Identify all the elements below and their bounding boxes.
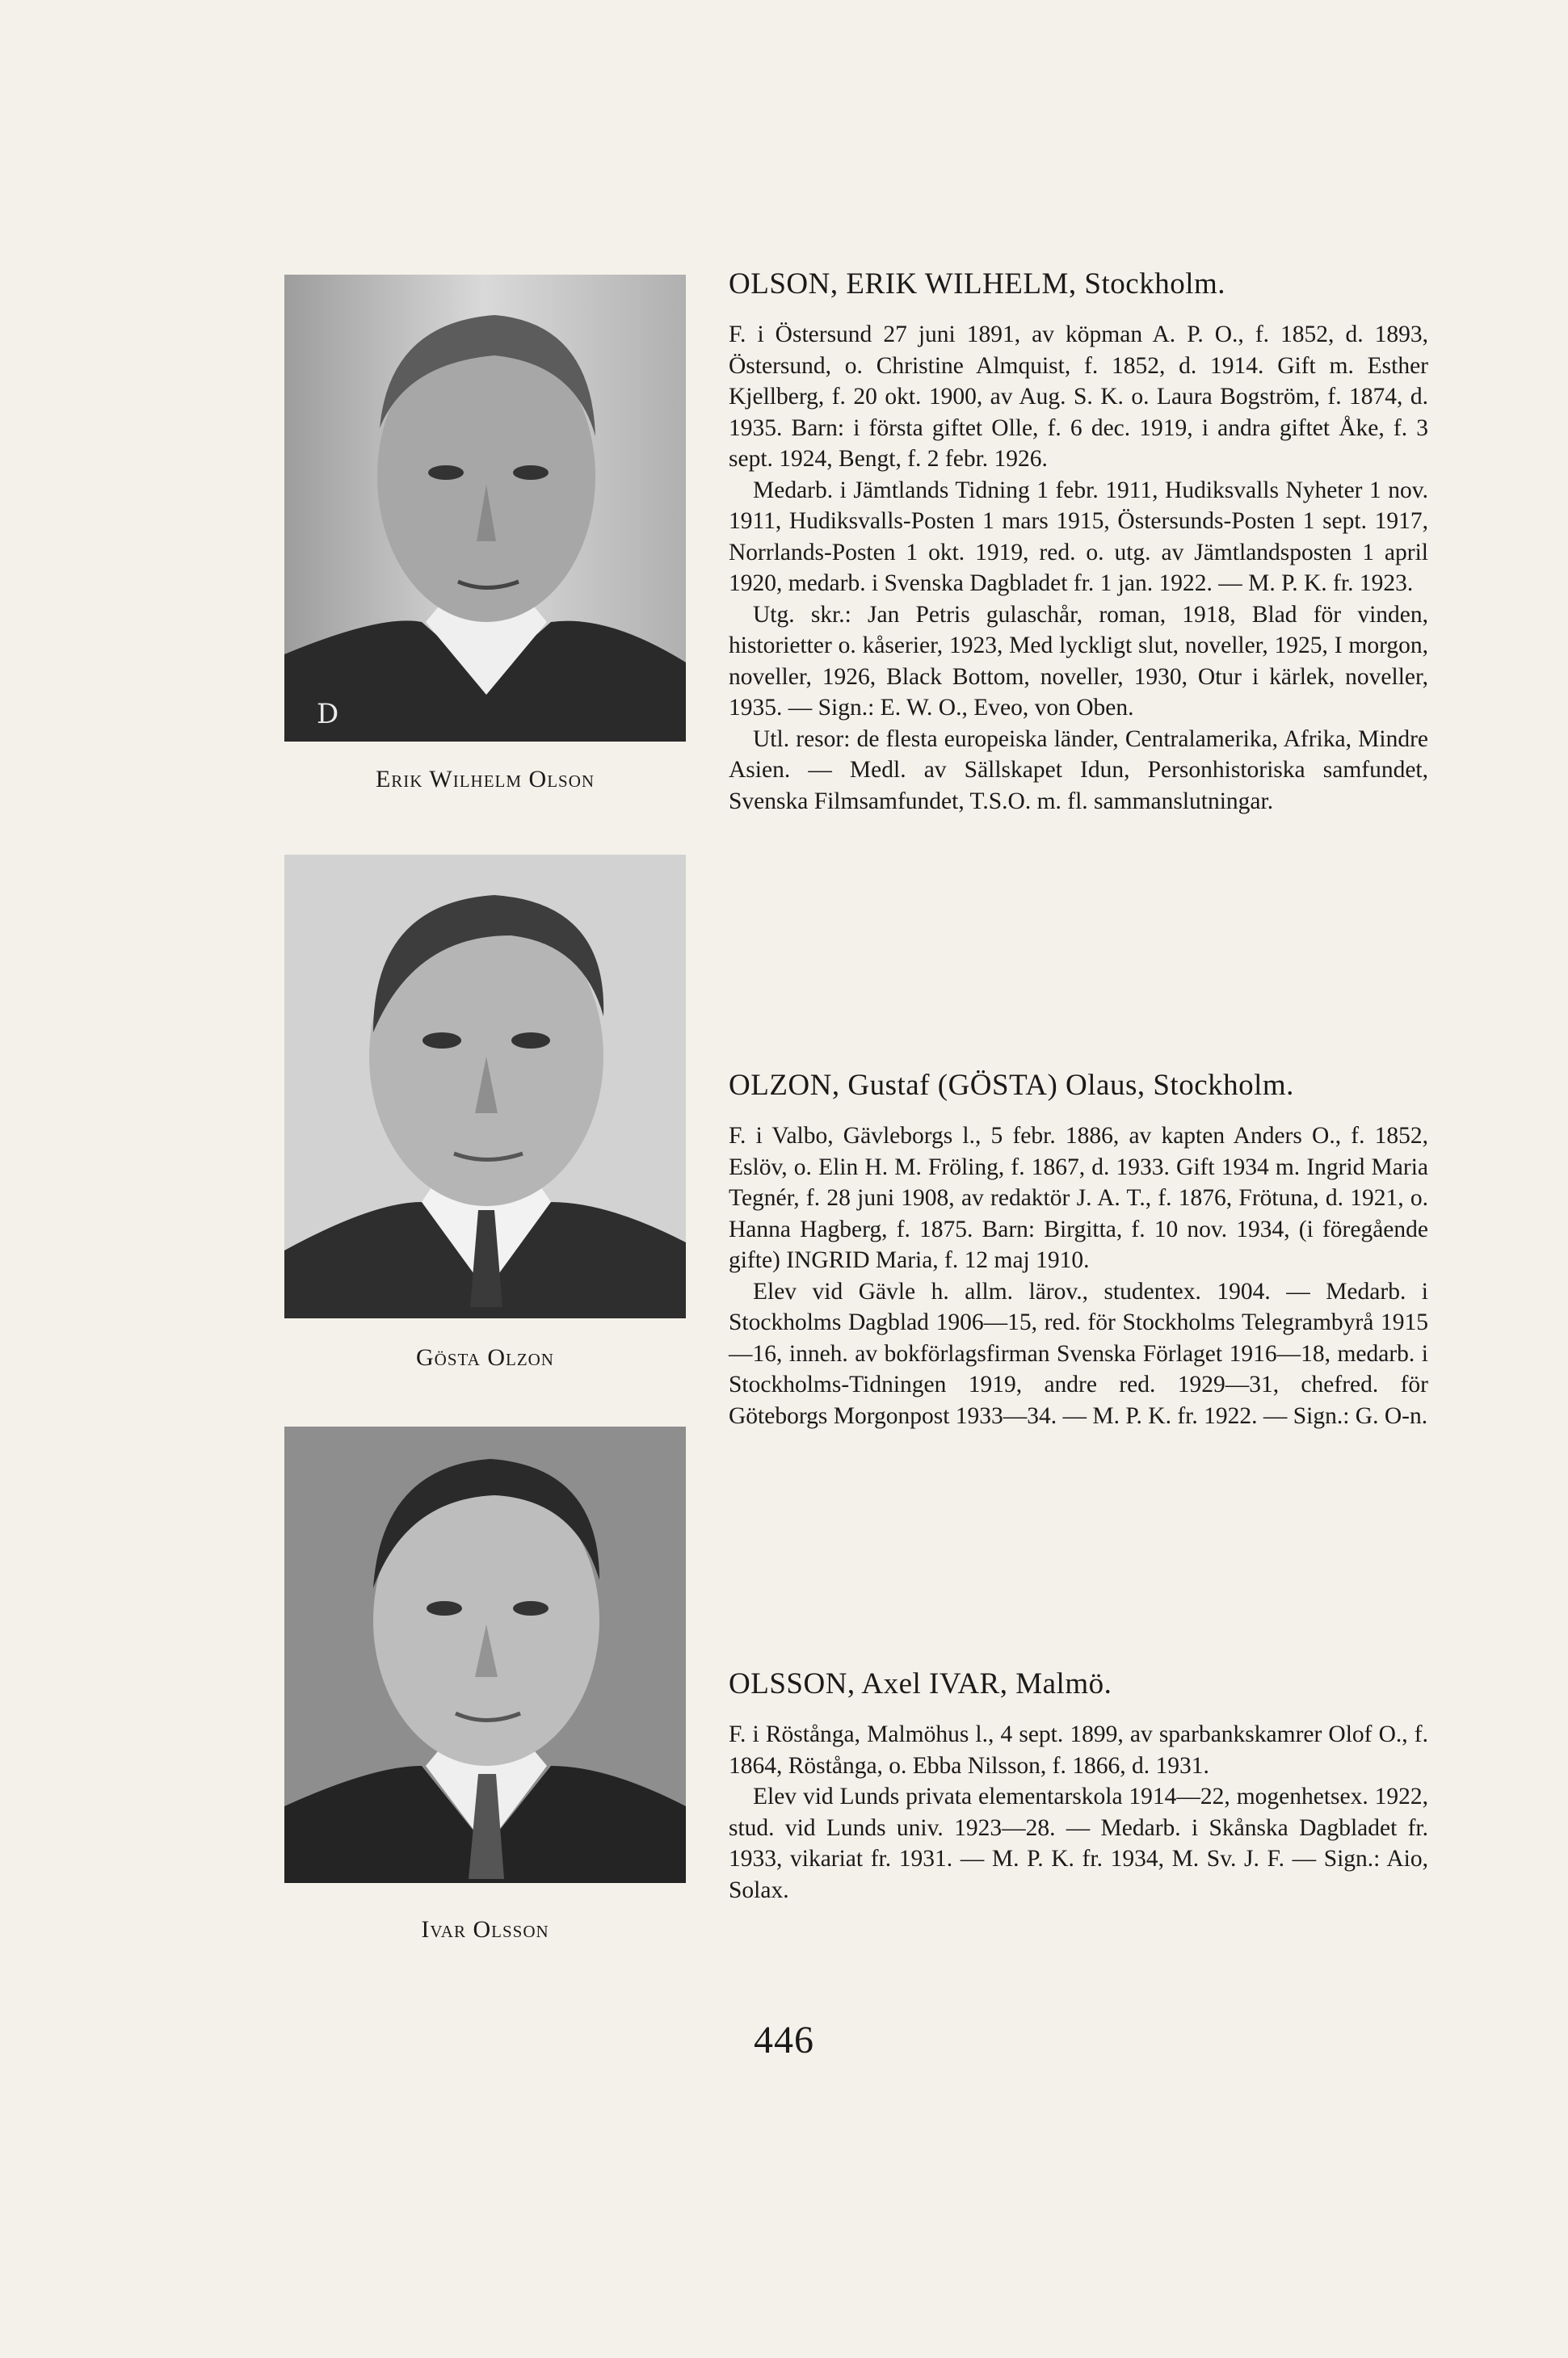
biography-entry — [729, 1068, 1428, 1431]
entry-paragraph: F. i Östersund 27 juni 1891, av köpman A. P. O., f. 1852, d. 1893, Östersund, o. Christine Almquist, f. 1852, d. 1914. Gift m. Esther Kjellberg, f. 20 okt. 1900, av Aug. S. K. o. Laura Bogström, f. 1874, d. 1935. Barn: i första giftet Olle, f. 6 dec. 1919, i andra giftet Åke, f. 3 sept. 1924, Bengt, f. 2 febr. 1926. — [729, 322, 1428, 472]
entry-heading: OLZON, Gustaf (GÖSTA) Olaus, Stockholm. — [729, 1069, 1294, 1102]
portrait-photo-gosta-olzon — [284, 855, 686, 1318]
portrait-illustration — [284, 275, 686, 742]
page-number: 446 — [754, 2019, 814, 2062]
biography-entry — [729, 267, 1428, 817]
entry-paragraph: Utl. resor: de flesta europeiska länder, Centralamerika, Afrika, Mindre Asien. — Medl. av Sällskapet Idun, Personhistoriska samfundet, Svenska Filmsamfundet, T.S.O. m. fl. sammanslutningar. — [729, 725, 1428, 814]
entry-paragraph: Elev vid Gävle h. allm. lärov., studentex. 1904. — Medarb. i Stockholms Dagblad 1906—15, red. för Stockholms Telegrambyrå 1915—16, inneh. av bokförlagsfirman Svenska Förlaget 1916—18, medarb. i Stockholms-Tidningen 1919, andre red. 1929—31, chefred. för Göteborgs Morgonpost 1933—34. — M. P. K. fr. 1922. — Sign.: G. O-n. — [729, 1278, 1428, 1429]
portrait-caption: Ivar Olsson — [421, 1916, 549, 1943]
portrait-illustration — [284, 1427, 686, 1883]
biography-entry — [729, 1667, 1428, 1906]
portrait-caption: Erik Wilhelm Olson — [375, 766, 595, 792]
photographer-monogram: D — [317, 698, 339, 730]
entry-heading: OLSSON, Axel IVAR, Malmö. — [729, 1667, 1112, 1700]
portrait-caption: Gösta Olzon — [416, 1344, 554, 1371]
entry-paragraph: F. i Röstånga, Malmöhus l., 4 sept. 1899, av sparbankskamrer Olof O., f. 1864, Röstånga, o. Ebba Nilsson, f. 1866, d. 1931. — [729, 1721, 1428, 1779]
entry-paragraph: Utg. skr.: Jan Petris gulaschår, roman, 1918, Blad för vinden, historietter o. kåserier, 1923, Med lyckligt slut, noveller, 1925, I morgon, noveller, 1926, Black Bottom, noveller, 1930, Otur i kärlek, noveller, 1935. — Sign.: E. W. O., Eveo, von Oben. — [729, 601, 1428, 721]
portrait-photo-ivar-olsson — [284, 1427, 686, 1883]
entry-paragraph: Medarb. i Jämtlands Tidning 1 febr. 1911, Hudiksvalls Nyheter 1 nov. 1911, Hudiksvalls-Posten 1 mars 1915, Östersunds-Posten 1 sept. 1917, Norrlands-Posten 1 okt. 1919, red. o. utg. av Jämtlandsposten 1 april 1920, medarb. i Svenska Dagbladet fr. 1 jan. 1922. — M. P. K. fr. 1923. — [729, 477, 1428, 596]
entry-paragraph: Elev vid Lunds privata elementarskola 1914—22, mogenhetsex. 1922, stud. vid Lunds univ. 1923—28. — Medarb. i Skånska Dagbladet fr. 1933, vikariat fr. 1931. — M. P. K. fr. 1934, M. Sv. J. F. — Sign.: Aio, Solax. — [729, 1784, 1428, 1903]
entry-paragraph: F. i Valbo, Gävleborgs l., 5 febr. 1886, av kapten Anders O., f. 1852, Eslöv, o. Elin H. M. Fröling, f. 1867, d. 1933. Gift 1934 m. Ingrid Maria Tegnér, f. 28 juni 1908, av redaktör J. A. T., f. 1876, Frötuna, d. 1921, o. Hanna Hagberg, f. 1875. Barn: Birgitta, f. 10 nov. 1934, (i föregående gifte) INGRID Maria, f. 12 maj 1910. — [729, 1123, 1428, 1273]
portrait-photo-erik-wilhelm-olson — [284, 275, 686, 742]
portrait-illustration — [284, 855, 686, 1318]
entry-heading: OLSON, ERIK WILHELM, Stockholm. — [729, 267, 1225, 301]
